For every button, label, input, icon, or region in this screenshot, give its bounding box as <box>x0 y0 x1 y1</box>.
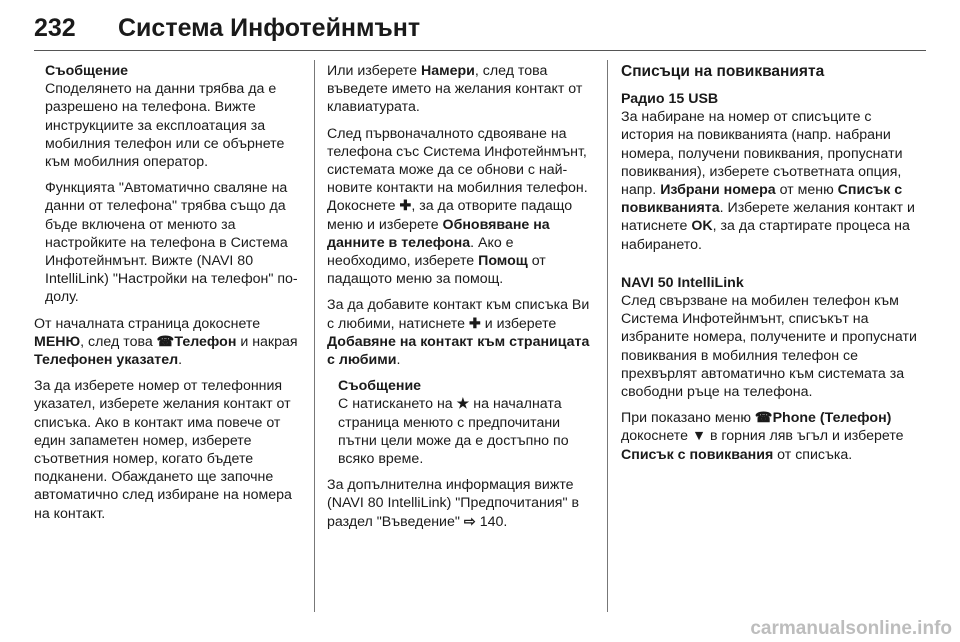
page-title: Система Инфотейнмънт <box>118 14 421 42</box>
paragraph: За да изберете номер от телефонния указател, изберете желания контакт от списъка. Ако в контакт има повече от един запаметен номер, изберете съответния номер, когато бъдете подканени. Обаждането ще започне автоматично след избиране на номера на контакт. <box>34 378 292 522</box>
text: , след това въведете името на желания контакт от клавиатурата. <box>327 63 583 116</box>
text: . Ако е необходимо, изберете <box>327 234 514 270</box>
column-divider-2 <box>607 60 608 612</box>
text: . Изберете желания контакт и натиснете <box>621 200 915 235</box>
page-header <box>34 14 926 44</box>
text: . <box>178 352 183 369</box>
paragraph <box>327 296 597 369</box>
paragraph <box>34 315 302 370</box>
column-1 <box>34 62 302 531</box>
text: При показано меню <box>621 410 755 427</box>
text: , след това <box>80 333 157 350</box>
text: За набиране на номер от списъците с история на повикванията (напр. набрани номера, получени повиквания, пропуснати повиквания), изберете съответната опция, напр. <box>621 109 903 199</box>
note-block-2 <box>327 377 597 468</box>
phone-icon: ☎ <box>754 410 773 427</box>
note-heading: Съобщение <box>338 378 422 395</box>
text: С натискането на <box>338 396 457 413</box>
text: в горния ляв ъгъл и изберете <box>706 428 904 445</box>
add-favourite-label: Добавяне на контакт към страницата с любими <box>327 333 590 369</box>
text: , за да стартирате процеса на набирането. <box>621 218 910 253</box>
text: 140. <box>475 513 508 530</box>
text: За да добавите контакт към списъка Ви с любими, натиснете <box>327 297 590 332</box>
header-divider <box>34 50 926 51</box>
text: От началната страница докоснете <box>34 315 261 332</box>
note-block-1 <box>34 62 302 307</box>
update-label: Обновяване на данните в телефона <box>327 216 550 251</box>
directory-label: Телефонен указател <box>34 352 179 369</box>
page-number: 232 <box>34 14 76 42</box>
text: докоснете <box>621 428 692 445</box>
text: , за да отворите падащо меню и изберете <box>327 198 573 233</box>
note-heading: Съобщение <box>45 63 129 79</box>
paragraph <box>621 409 917 464</box>
find-label: Намери <box>420 63 475 79</box>
text: от падащото меню за помощ. <box>327 253 546 288</box>
text: и изберете <box>480 315 557 332</box>
page-reference-icon: ⇨ <box>463 513 476 530</box>
text: След първоначалното сдвояване на телефона със Система Инфотейнмънт, системата може да се обнови с най-новите контакти на мобилния телефон. Докоснете <box>327 125 588 215</box>
help-label: Помощ <box>478 253 528 270</box>
plus-icon: ✚ <box>399 198 412 215</box>
call-list-label: Списък с повиквания <box>621 446 774 463</box>
text: от меню <box>775 182 838 199</box>
call-list-label: Списък с повикванията <box>621 182 903 217</box>
paragraph <box>621 108 917 254</box>
watermark: carmanualsonline.info <box>750 618 952 639</box>
phone-icon: ☎ <box>156 333 175 350</box>
menu-label: МЕНЮ <box>34 333 81 350</box>
text: от списъка. <box>773 446 853 463</box>
text: Или изберете <box>327 63 421 79</box>
spacer <box>621 262 917 274</box>
phone-label: Телефон <box>174 333 237 350</box>
dialled-numbers-label: Избрани номера <box>660 182 776 199</box>
paragraph: След свързване на мобилен телефон към Система Инфотейнмънт, списъкът на избраните номера, получените и пропуснати повиквания в мобилния телефон се прехвърлят автоматично към системата за свободни ръце на телефона. <box>621 293 917 401</box>
ok-label: OK <box>691 218 713 235</box>
text: на началната страница менюто с предпочитани пътни цели може да е достъпно по всяко време. <box>338 396 569 468</box>
paragraph <box>327 476 597 531</box>
paragraph <box>327 125 597 289</box>
paragraph <box>338 395 597 468</box>
text: За допълнителна информация вижте (NAVI 80 IntelliLink) "Предпочитания" в раздел "Въведение" <box>327 477 580 530</box>
paragraph: Споделянето на данни трябва да е разрешено на телефона. Вижте инструкциите за експлоатация за мобилния телефон или се обърнете към мобилния оператор. <box>45 81 285 171</box>
triangle-down-icon: ▼ <box>691 428 706 445</box>
subsection-title: Радио 15 USB <box>621 91 719 107</box>
column-2 <box>327 62 597 539</box>
star-icon: ★ <box>456 396 470 413</box>
column-3 <box>621 62 917 472</box>
paragraph <box>327 62 597 117</box>
section-title: Списъци на повикванията <box>621 63 825 80</box>
subsection-title: NAVI 50 IntelliLink <box>621 274 744 291</box>
plus-icon: ✚ <box>468 315 481 332</box>
paragraph: Функцията "Автоматично сваляне на данни от телефона" трябва също да бъде включена от менюто за настройките на телефона в Система Инфотейнмънт. Вижте (NAVI 80 IntelliLink) "Настройки на телефон" по-долу. <box>45 180 298 306</box>
text: . <box>396 352 401 369</box>
text: и накрая <box>236 333 298 350</box>
column-divider-1 <box>314 60 315 612</box>
phone-menu-label: Phone (Телефон) <box>772 410 892 427</box>
